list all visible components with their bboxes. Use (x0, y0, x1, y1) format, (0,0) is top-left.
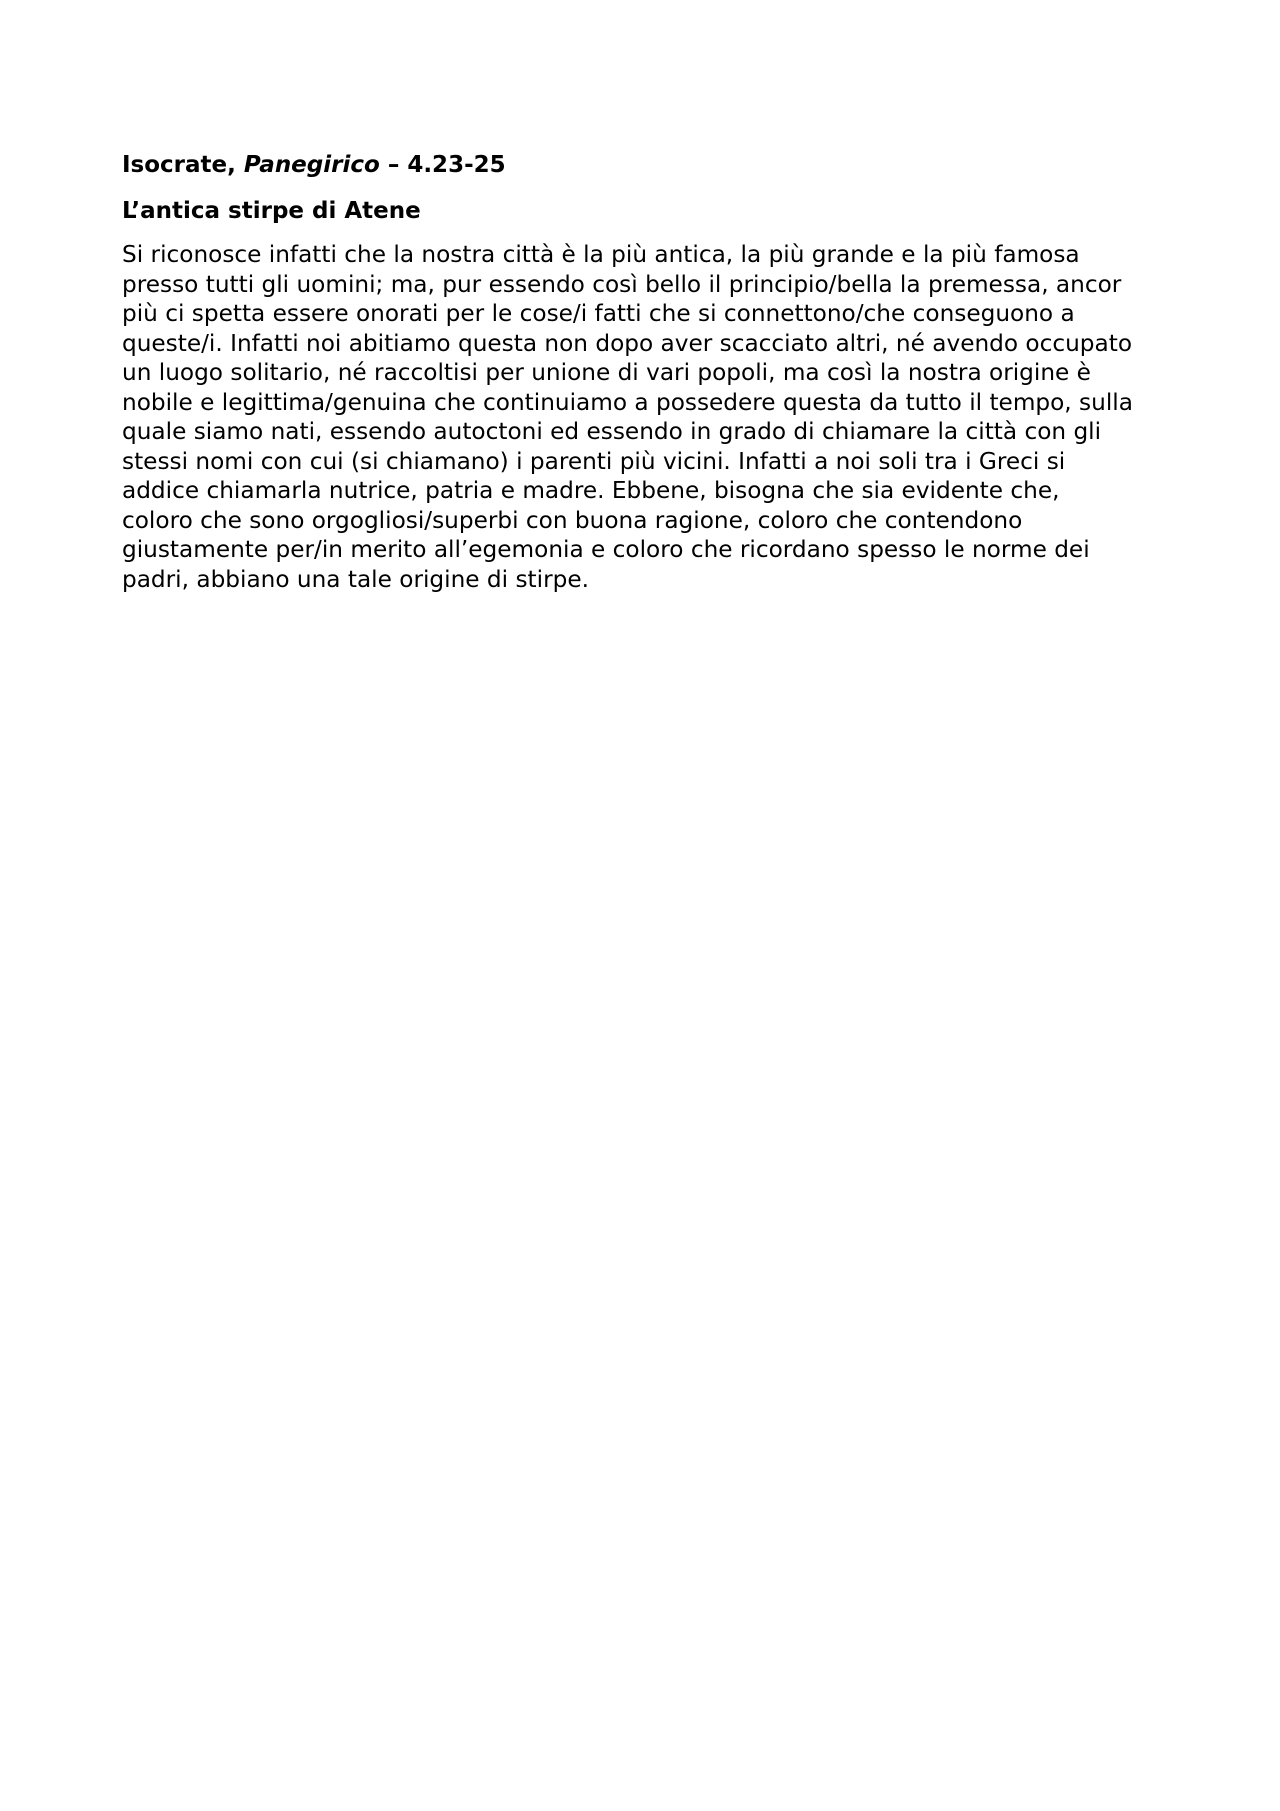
body-line: quale siamo nati, essendo autoctoni ed essendo in grado di chiamare la città con gli (122, 418, 1102, 445)
body-line: un luogo solitario, né raccoltisi per unione di vari popoli, ma così la nostra origine è (122, 359, 1091, 386)
body-line: più ci spetta essere onorati per le cose/i fatti che si connettono/che conseguono a (122, 300, 1075, 327)
document-content (122, 150, 1162, 594)
body-line: nobile e legittima/genuina che continuiamo a possedere questa da tutto il tempo, sulla (122, 388, 1133, 416)
body-line: addice chiamarla nutrice, patria e madre. Ebbene, bisogna che sia evidente che, (122, 477, 1060, 504)
document-subtitle: L’antica stirpe di Atene (122, 198, 421, 224)
document-title (122, 150, 1162, 180)
body-line: stessi nomi con cui (si chiamano) i parenti più vicini. Infatti a noi soli tra i Greci si (122, 447, 1066, 475)
body-line: giustamente per/in merito all’egemonia e coloro che ricordano spesso le norme dei (122, 536, 1090, 563)
body-paragraph (122, 240, 1162, 594)
body-line: presso tutti gli uomini; ma, pur essendo così bello il principio/bella la premessa, ancor (122, 270, 1122, 298)
title-work: Panegirico (243, 152, 380, 178)
title-reference: – 4.23-25 (387, 152, 506, 178)
body-line: coloro che sono orgogliosi/superbi con buona ragione, coloro che contendono (122, 506, 1023, 534)
body-line: queste/i. Infatti noi abitiamo questa non dopo aver scacciato altri, né avendo occupato (122, 329, 1133, 357)
body-line: Si riconosce infatti che la nostra città è la più antica, la più grande e la più famosa (122, 241, 1080, 268)
title-author: Isocrate, (122, 152, 236, 178)
body-line: padri, abbiano una tale origine di stirpe. (122, 565, 589, 593)
